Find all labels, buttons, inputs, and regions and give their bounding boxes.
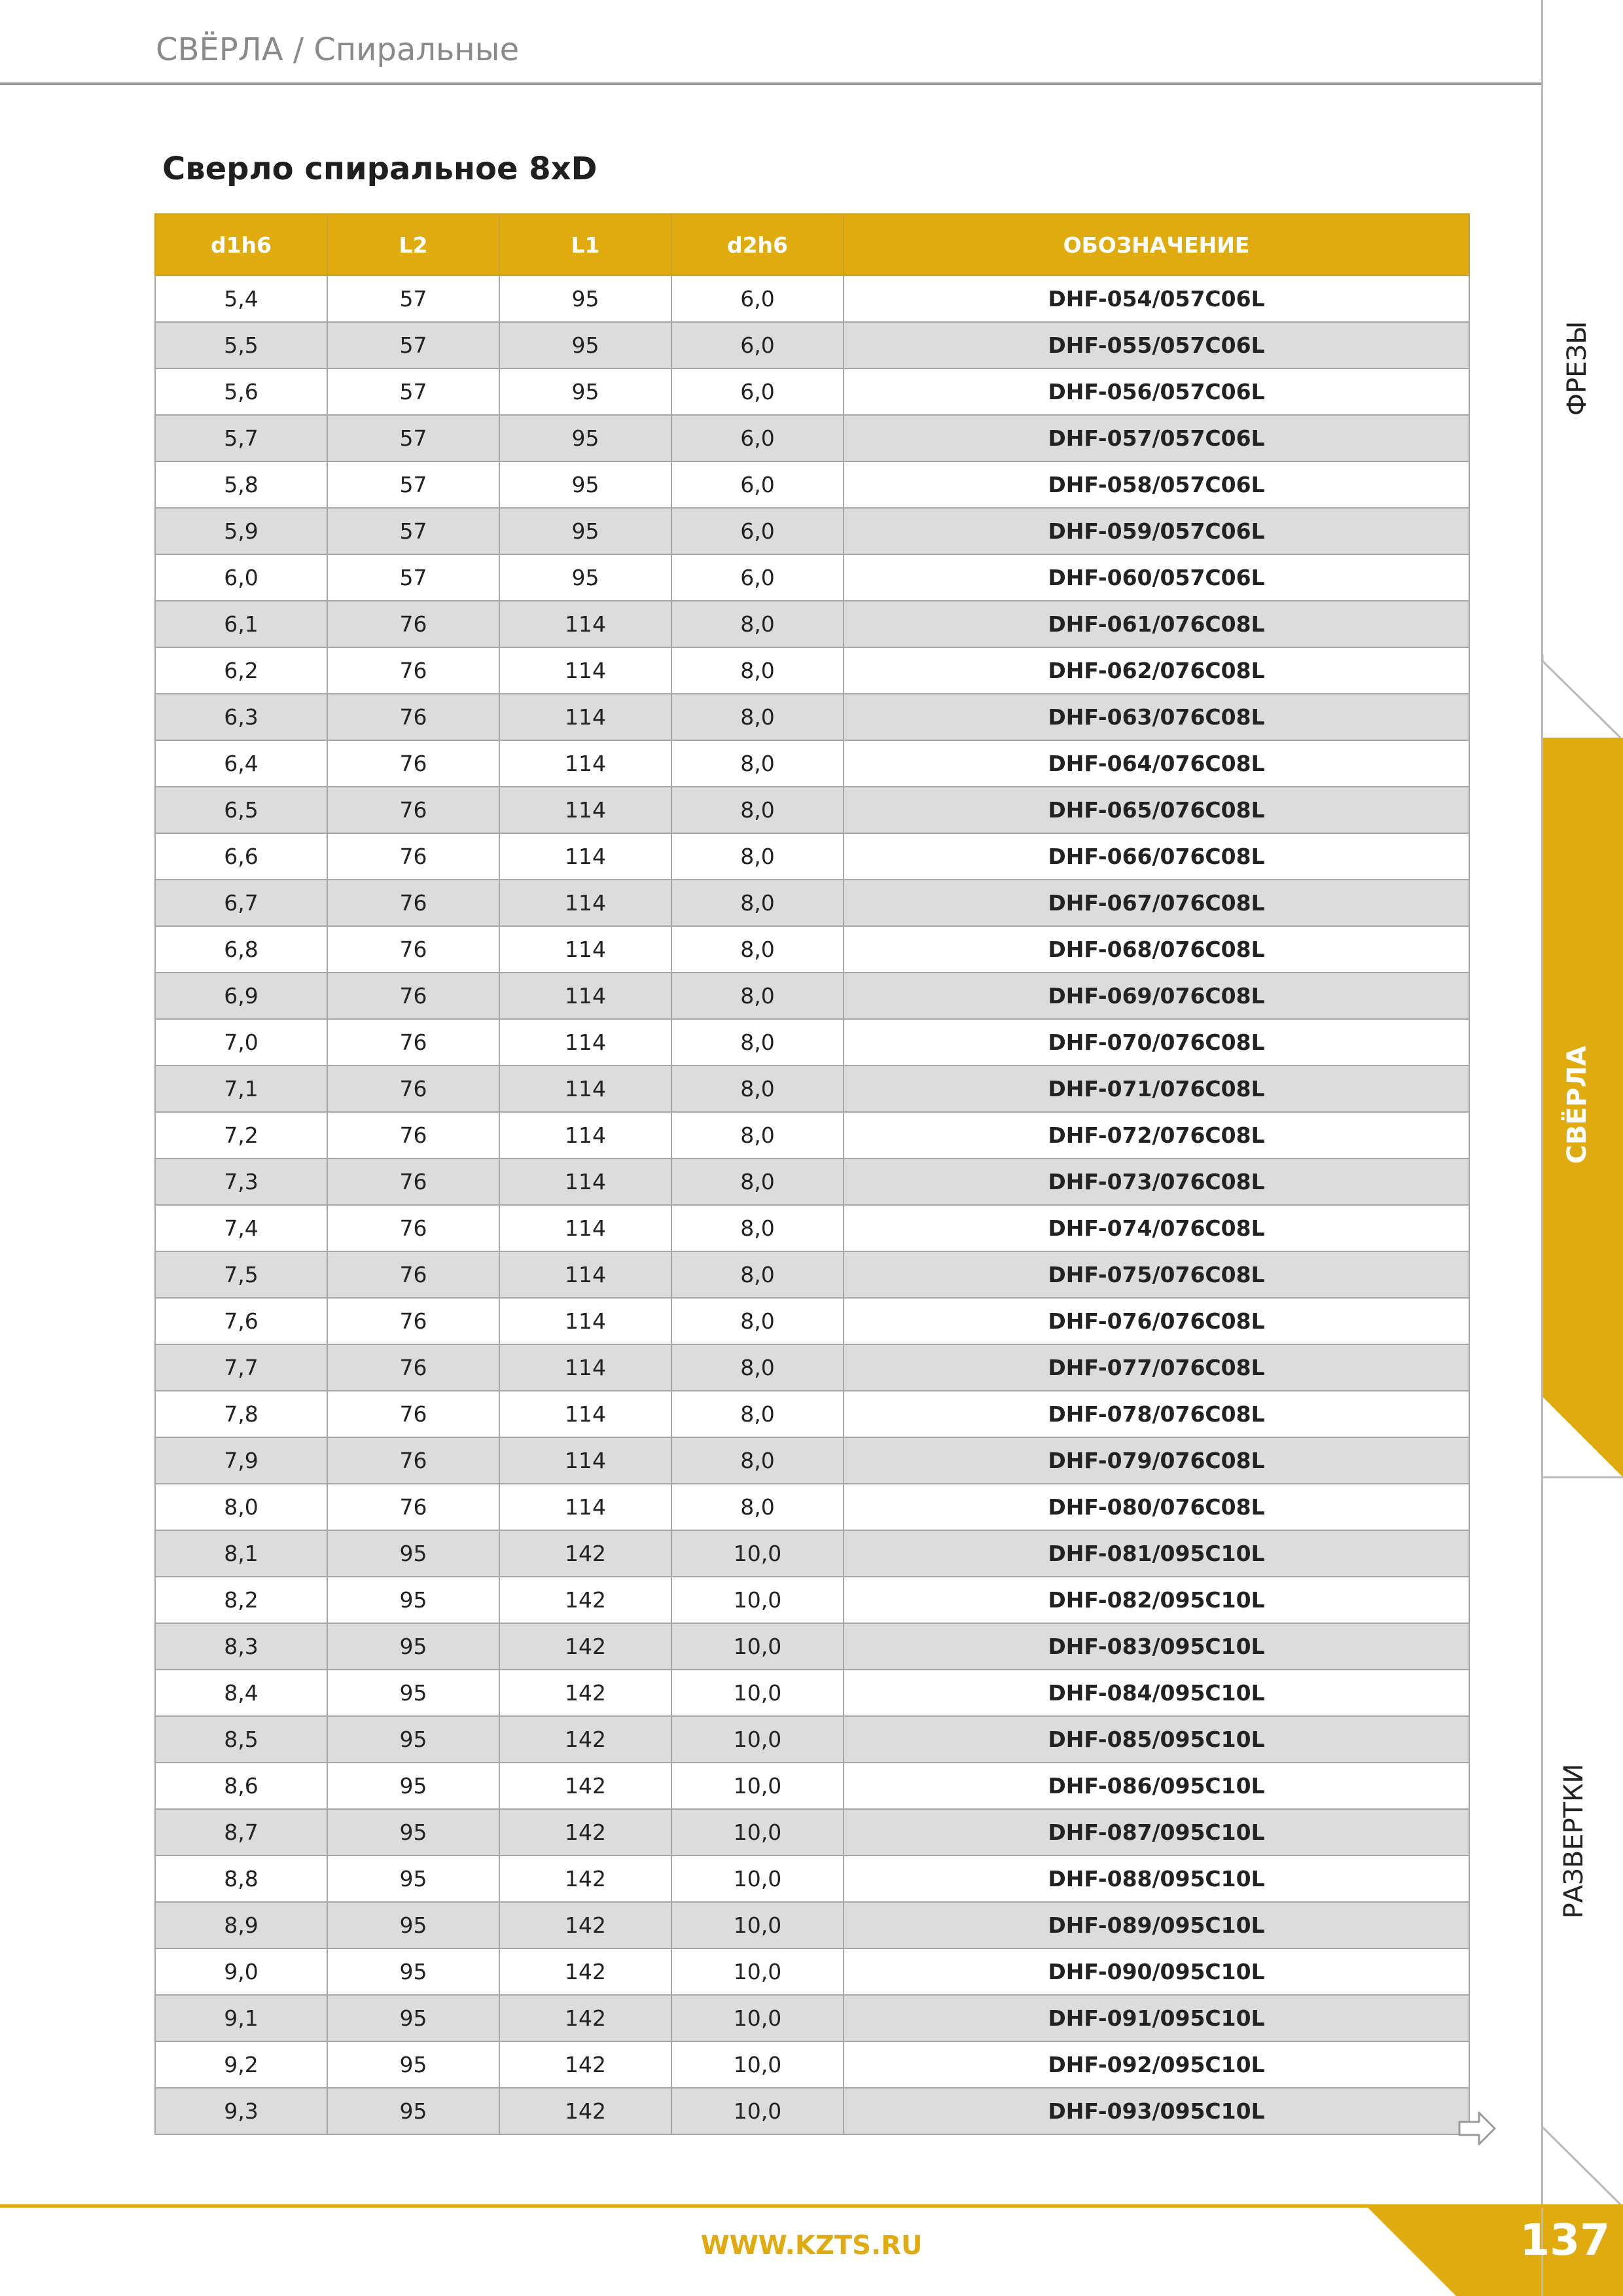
cell-l2: 76 — [327, 1437, 499, 1484]
cell-designation: DHF-064/076C08L — [844, 740, 1469, 787]
cell-d2h6: 10,0 — [671, 2041, 844, 2088]
cell-d1h6: 5,8 — [155, 461, 327, 508]
cell-d1h6: 8,2 — [155, 1577, 327, 1623]
cell-l2: 95 — [327, 1809, 499, 1856]
cell-d1h6: 7,1 — [155, 1066, 327, 1112]
cell-d1h6: 8,4 — [155, 1670, 327, 1716]
column-header-l2: L2 — [327, 214, 499, 276]
cell-d1h6: 6,3 — [155, 694, 327, 740]
cell-designation: DHF-084/095C10L — [844, 1670, 1469, 1716]
cell-l2: 95 — [327, 1856, 499, 1902]
cell-d1h6: 9,1 — [155, 1995, 327, 2041]
cell-designation: DHF-086/095C10L — [844, 1763, 1469, 1809]
cell-d1h6: 6,0 — [155, 554, 327, 601]
cell-l2: 95 — [327, 2088, 499, 2134]
cell-l2: 76 — [327, 1344, 499, 1391]
cell-d1h6: 7,3 — [155, 1158, 327, 1205]
cell-l1: 114 — [499, 1205, 671, 1251]
cell-l1: 142 — [499, 1995, 671, 2041]
cell-l2: 57 — [327, 461, 499, 508]
cell-l2: 95 — [327, 1577, 499, 1623]
cell-l1: 95 — [499, 461, 671, 508]
tab-notch-lower — [1543, 2127, 1620, 2204]
cell-d1h6: 5,7 — [155, 415, 327, 461]
cell-d2h6: 8,0 — [671, 833, 844, 880]
side-tab-razvertki[interactable]: РАЗВЕРТКИ — [1559, 1763, 1589, 1919]
cell-l2: 76 — [327, 1019, 499, 1066]
cell-d1h6: 6,1 — [155, 601, 327, 647]
cell-l2: 76 — [327, 647, 499, 694]
cell-designation: DHF-093/095C10L — [844, 2088, 1469, 2134]
cell-l1: 114 — [499, 880, 671, 926]
cell-l2: 95 — [327, 1716, 499, 1763]
cell-designation: DHF-077/076C08L — [844, 1344, 1469, 1391]
cell-l2: 76 — [327, 973, 499, 1019]
cell-d1h6: 6,2 — [155, 647, 327, 694]
cell-l1: 114 — [499, 1437, 671, 1484]
cell-d2h6: 8,0 — [671, 647, 844, 694]
cell-l2: 95 — [327, 1948, 499, 1995]
cell-l2: 95 — [327, 1530, 499, 1577]
cell-l2: 95 — [327, 1902, 499, 1948]
cell-l1: 114 — [499, 833, 671, 880]
cell-designation: DHF-060/057C06L — [844, 554, 1469, 601]
cell-l2: 76 — [327, 833, 499, 880]
cell-l2: 95 — [327, 1763, 499, 1809]
cell-d2h6: 10,0 — [671, 1902, 844, 1948]
cell-l2: 76 — [327, 1066, 499, 1112]
cell-l2: 76 — [327, 1112, 499, 1158]
cell-l2: 95 — [327, 1623, 499, 1670]
cell-d2h6: 6,0 — [671, 461, 844, 508]
cell-designation: DHF-059/057C06L — [844, 508, 1469, 554]
cell-d2h6: 6,0 — [671, 415, 844, 461]
cell-d1h6: 6,7 — [155, 880, 327, 926]
cell-designation: DHF-092/095C10L — [844, 2041, 1469, 2088]
cell-d1h6: 7,5 — [155, 1251, 327, 1298]
cell-designation: DHF-070/076C08L — [844, 1019, 1469, 1066]
cell-d1h6: 7,8 — [155, 1391, 327, 1437]
cell-designation: DHF-088/095C10L — [844, 1856, 1469, 1902]
cell-d2h6: 8,0 — [671, 1158, 844, 1205]
cell-l1: 142 — [499, 1577, 671, 1623]
cell-d2h6: 8,0 — [671, 1112, 844, 1158]
cell-l1: 95 — [499, 276, 671, 322]
cell-designation: DHF-069/076C08L — [844, 973, 1469, 1019]
cell-l2: 76 — [327, 740, 499, 787]
cell-d2h6: 8,0 — [671, 601, 844, 647]
arrow-right-outline-icon — [1459, 2113, 1495, 2144]
cell-l1: 114 — [499, 647, 671, 694]
cell-l1: 114 — [499, 1019, 671, 1066]
cell-l1: 142 — [499, 1856, 671, 1902]
cell-designation: DHF-079/076C08L — [844, 1437, 1469, 1484]
cell-d2h6: 10,0 — [671, 1856, 844, 1902]
cell-d1h6: 5,4 — [155, 276, 327, 322]
cell-l2: 95 — [327, 1995, 499, 2041]
cell-designation: DHF-090/095C10L — [844, 1948, 1469, 1995]
cell-d1h6: 6,9 — [155, 973, 327, 1019]
cell-designation: DHF-091/095C10L — [844, 1995, 1469, 2041]
cell-l2: 76 — [327, 880, 499, 926]
cell-l1: 114 — [499, 1158, 671, 1205]
cell-l1: 114 — [499, 694, 671, 740]
cell-d2h6: 10,0 — [671, 1670, 844, 1716]
page-title: Сверло спиральное 8xD — [162, 151, 597, 187]
cell-designation: DHF-076/076C08L — [844, 1298, 1469, 1344]
cell-l2: 76 — [327, 1205, 499, 1251]
cell-d1h6: 6,8 — [155, 926, 327, 973]
footer-url-link[interactable]: WWW.KZTS.RU — [700, 2231, 923, 2261]
cell-d1h6: 9,2 — [155, 2041, 327, 2088]
cell-l2: 57 — [327, 508, 499, 554]
cell-d1h6: 8,5 — [155, 1716, 327, 1763]
cell-designation: DHF-072/076C08L — [844, 1112, 1469, 1158]
side-tab-sverla[interactable]: СВЁРЛА — [1562, 1045, 1592, 1164]
cell-d1h6: 6,6 — [155, 833, 327, 880]
cell-d2h6: 8,0 — [671, 1391, 844, 1437]
cell-l1: 114 — [499, 787, 671, 833]
cell-designation: DHF-073/076C08L — [844, 1158, 1469, 1205]
cell-d2h6: 10,0 — [671, 1623, 844, 1670]
cell-l1: 142 — [499, 1948, 671, 1995]
cell-l2: 57 — [327, 415, 499, 461]
cell-d1h6: 8,9 — [155, 1902, 327, 1948]
tab-notch-upper — [1543, 655, 1620, 738]
cell-l2: 57 — [327, 368, 499, 415]
side-tab-frezy[interactable]: ФРЕЗЫ — [1562, 321, 1592, 416]
cell-l2: 95 — [327, 1670, 499, 1716]
column-header-designation: ОБОЗНАЧЕНИЕ — [844, 214, 1469, 276]
cell-d2h6: 8,0 — [671, 1437, 844, 1484]
cell-l1: 95 — [499, 508, 671, 554]
cell-l2: 95 — [327, 2041, 499, 2088]
cell-l2: 76 — [327, 1484, 499, 1530]
cell-l2: 76 — [327, 926, 499, 973]
cell-l2: 76 — [327, 787, 499, 833]
cell-d2h6: 8,0 — [671, 787, 844, 833]
cell-d2h6: 10,0 — [671, 2088, 844, 2134]
side-tabs-border — [1541, 0, 1543, 2296]
cell-d2h6: 6,0 — [671, 276, 844, 322]
cell-d1h6: 7,7 — [155, 1344, 327, 1391]
cell-designation: DHF-085/095C10L — [844, 1716, 1469, 1763]
cell-d2h6: 8,0 — [671, 926, 844, 973]
cell-designation: DHF-081/095C10L — [844, 1530, 1469, 1577]
cell-designation: DHF-089/095C10L — [844, 1902, 1469, 1948]
cell-l2: 76 — [327, 694, 499, 740]
cell-designation: DHF-058/057C06L — [844, 461, 1469, 508]
cell-d2h6: 10,0 — [671, 1530, 844, 1577]
cell-d1h6: 8,1 — [155, 1530, 327, 1577]
cell-d1h6: 7,4 — [155, 1205, 327, 1251]
cell-designation: DHF-075/076C08L — [844, 1251, 1469, 1298]
cell-l2: 57 — [327, 276, 499, 322]
column-header-d1h6: d1h6 — [155, 214, 327, 276]
cell-designation: DHF-078/076C08L — [844, 1391, 1469, 1437]
cell-d1h6: 7,0 — [155, 1019, 327, 1066]
cell-d1h6: 7,6 — [155, 1298, 327, 1344]
cell-l1: 114 — [499, 1112, 671, 1158]
cell-designation: DHF-063/076C08L — [844, 694, 1469, 740]
cell-l1: 95 — [499, 368, 671, 415]
cell-d2h6: 8,0 — [671, 1205, 844, 1251]
cell-d1h6: 6,4 — [155, 740, 327, 787]
cell-d1h6: 8,7 — [155, 1809, 327, 1856]
cell-d2h6: 10,0 — [671, 1995, 844, 2041]
cell-l1: 142 — [499, 2088, 671, 2134]
cell-l1: 114 — [499, 1344, 671, 1391]
cell-d2h6: 6,0 — [671, 508, 844, 554]
cell-d2h6: 10,0 — [671, 1763, 844, 1809]
cell-l1: 114 — [499, 1298, 671, 1344]
cell-d1h6: 9,3 — [155, 2088, 327, 2134]
cell-d2h6: 8,0 — [671, 1344, 844, 1391]
cell-l1: 95 — [499, 554, 671, 601]
cell-l2: 76 — [327, 1251, 499, 1298]
cell-designation: DHF-061/076C08L — [844, 601, 1469, 647]
footer-divider — [0, 2204, 1623, 2208]
cell-l1: 95 — [499, 415, 671, 461]
cell-d2h6: 8,0 — [671, 694, 844, 740]
cell-d1h6: 8,6 — [155, 1763, 327, 1809]
cell-designation: DHF-071/076C08L — [844, 1066, 1469, 1112]
cell-designation: DHF-054/057C06L — [844, 276, 1469, 322]
cell-designation: DHF-057/057C06L — [844, 415, 1469, 461]
cell-d2h6: 8,0 — [671, 1251, 844, 1298]
cell-d2h6: 10,0 — [671, 1716, 844, 1763]
cell-designation: DHF-065/076C08L — [844, 787, 1469, 833]
cell-d2h6: 8,0 — [671, 1066, 844, 1112]
cell-l2: 57 — [327, 322, 499, 368]
cell-l1: 95 — [499, 322, 671, 368]
cell-d1h6: 7,2 — [155, 1112, 327, 1158]
column-header-d2h6: d2h6 — [671, 214, 844, 276]
cell-d2h6: 8,0 — [671, 740, 844, 787]
cell-designation: DHF-055/057C06L — [844, 322, 1469, 368]
cell-d1h6: 5,5 — [155, 322, 327, 368]
cell-designation: DHF-062/076C08L — [844, 647, 1469, 694]
cell-d2h6: 10,0 — [671, 1577, 844, 1623]
cell-l1: 142 — [499, 1763, 671, 1809]
cell-designation: DHF-068/076C08L — [844, 926, 1469, 973]
cell-l1: 114 — [499, 1484, 671, 1530]
cell-d2h6: 10,0 — [671, 1948, 844, 1995]
cell-l1: 142 — [499, 1530, 671, 1577]
cell-d2h6: 10,0 — [671, 1809, 844, 1856]
cell-d2h6: 6,0 — [671, 554, 844, 601]
cell-l1: 114 — [499, 926, 671, 973]
cell-d2h6: 6,0 — [671, 322, 844, 368]
cell-d2h6: 8,0 — [671, 973, 844, 1019]
cell-l2: 76 — [327, 601, 499, 647]
cell-d2h6: 8,0 — [671, 1019, 844, 1066]
cell-d1h6: 8,0 — [155, 1484, 327, 1530]
cell-l2: 76 — [327, 1391, 499, 1437]
cell-d1h6: 8,8 — [155, 1856, 327, 1902]
cell-d2h6: 6,0 — [671, 368, 844, 415]
cell-l1: 142 — [499, 1670, 671, 1716]
cell-l1: 114 — [499, 1251, 671, 1298]
cell-designation: DHF-067/076C08L — [844, 880, 1469, 926]
column-header-l1: L1 — [499, 214, 671, 276]
cell-d2h6: 8,0 — [671, 1298, 844, 1344]
breadcrumb: СВЁРЛА / Спиральные — [156, 31, 520, 68]
cell-l1: 114 — [499, 601, 671, 647]
cell-designation: DHF-056/057C06L — [844, 368, 1469, 415]
cell-l1: 114 — [499, 1391, 671, 1437]
cell-d1h6: 9,0 — [155, 1948, 327, 1995]
cell-l1: 114 — [499, 1066, 671, 1112]
page-number: 137 — [1520, 2215, 1610, 2265]
cell-d1h6: 5,6 — [155, 368, 327, 415]
cell-d1h6: 5,9 — [155, 508, 327, 554]
cell-d2h6: 8,0 — [671, 1484, 844, 1530]
cell-d1h6: 6,5 — [155, 787, 327, 833]
cell-l1: 142 — [499, 1623, 671, 1670]
cell-l2: 76 — [327, 1158, 499, 1205]
cell-l1: 142 — [499, 2041, 671, 2088]
cell-l1: 114 — [499, 740, 671, 787]
cell-designation: DHF-080/076C08L — [844, 1484, 1469, 1530]
cell-designation: DHF-074/076C08L — [844, 1205, 1469, 1251]
cell-l2: 57 — [327, 554, 499, 601]
cell-l1: 114 — [499, 973, 671, 1019]
cell-d1h6: 8,3 — [155, 1623, 327, 1670]
cell-l1: 142 — [499, 1716, 671, 1763]
cell-l2: 76 — [327, 1298, 499, 1344]
cell-l1: 142 — [499, 1902, 671, 1948]
cell-designation: DHF-087/095C10L — [844, 1809, 1469, 1856]
cell-d1h6: 7,9 — [155, 1437, 327, 1484]
cell-d2h6: 8,0 — [671, 880, 844, 926]
cell-l1: 142 — [499, 1809, 671, 1856]
cell-designation: DHF-082/095C10L — [844, 1577, 1469, 1623]
cell-designation: DHF-066/076C08L — [844, 833, 1469, 880]
cell-designation: DHF-083/095C10L — [844, 1623, 1469, 1670]
